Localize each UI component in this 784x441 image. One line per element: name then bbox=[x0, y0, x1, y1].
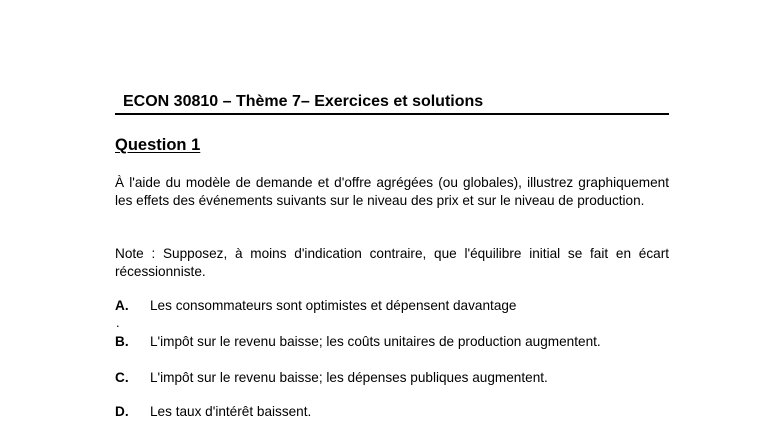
list-item-text: Les taux d'intérêt baissent. bbox=[150, 404, 312, 419]
document-page bbox=[115, 0, 669, 441]
question-intro: À l'aide du modèle de demande et d'offre agrégées (ou globales), illustrez graphiquement les effets des événements suivants sur le niveau des prix et sur le niveau de production. bbox=[115, 175, 669, 208]
question-note: Note : Supposez, à moins d'indication contraire, que l'équilibre initial se fait en écart récessionniste. bbox=[115, 246, 669, 279]
list-item-letter: A. bbox=[115, 298, 129, 313]
list-item-letter: C. bbox=[115, 370, 129, 385]
list-item-text: Les consommateurs sont optimistes et dépensent davantage bbox=[150, 298, 517, 313]
document-title: ECON 30810 – Thème 7– Exercices et solutions bbox=[123, 93, 484, 110]
document-header bbox=[115, 92, 669, 115]
question-heading: Question 1 bbox=[115, 136, 201, 154]
list-item-text: L'impôt sur le revenu baisse; les dépenses publiques augmentent. bbox=[150, 370, 548, 385]
list-item-letter: B. bbox=[115, 334, 129, 349]
list-item-text: L'impôt sur le revenu baisse; les coûts unitaires de production augmentent. bbox=[150, 334, 601, 349]
stray-mark: . bbox=[116, 315, 120, 330]
list-item-letter: D. bbox=[115, 404, 129, 419]
